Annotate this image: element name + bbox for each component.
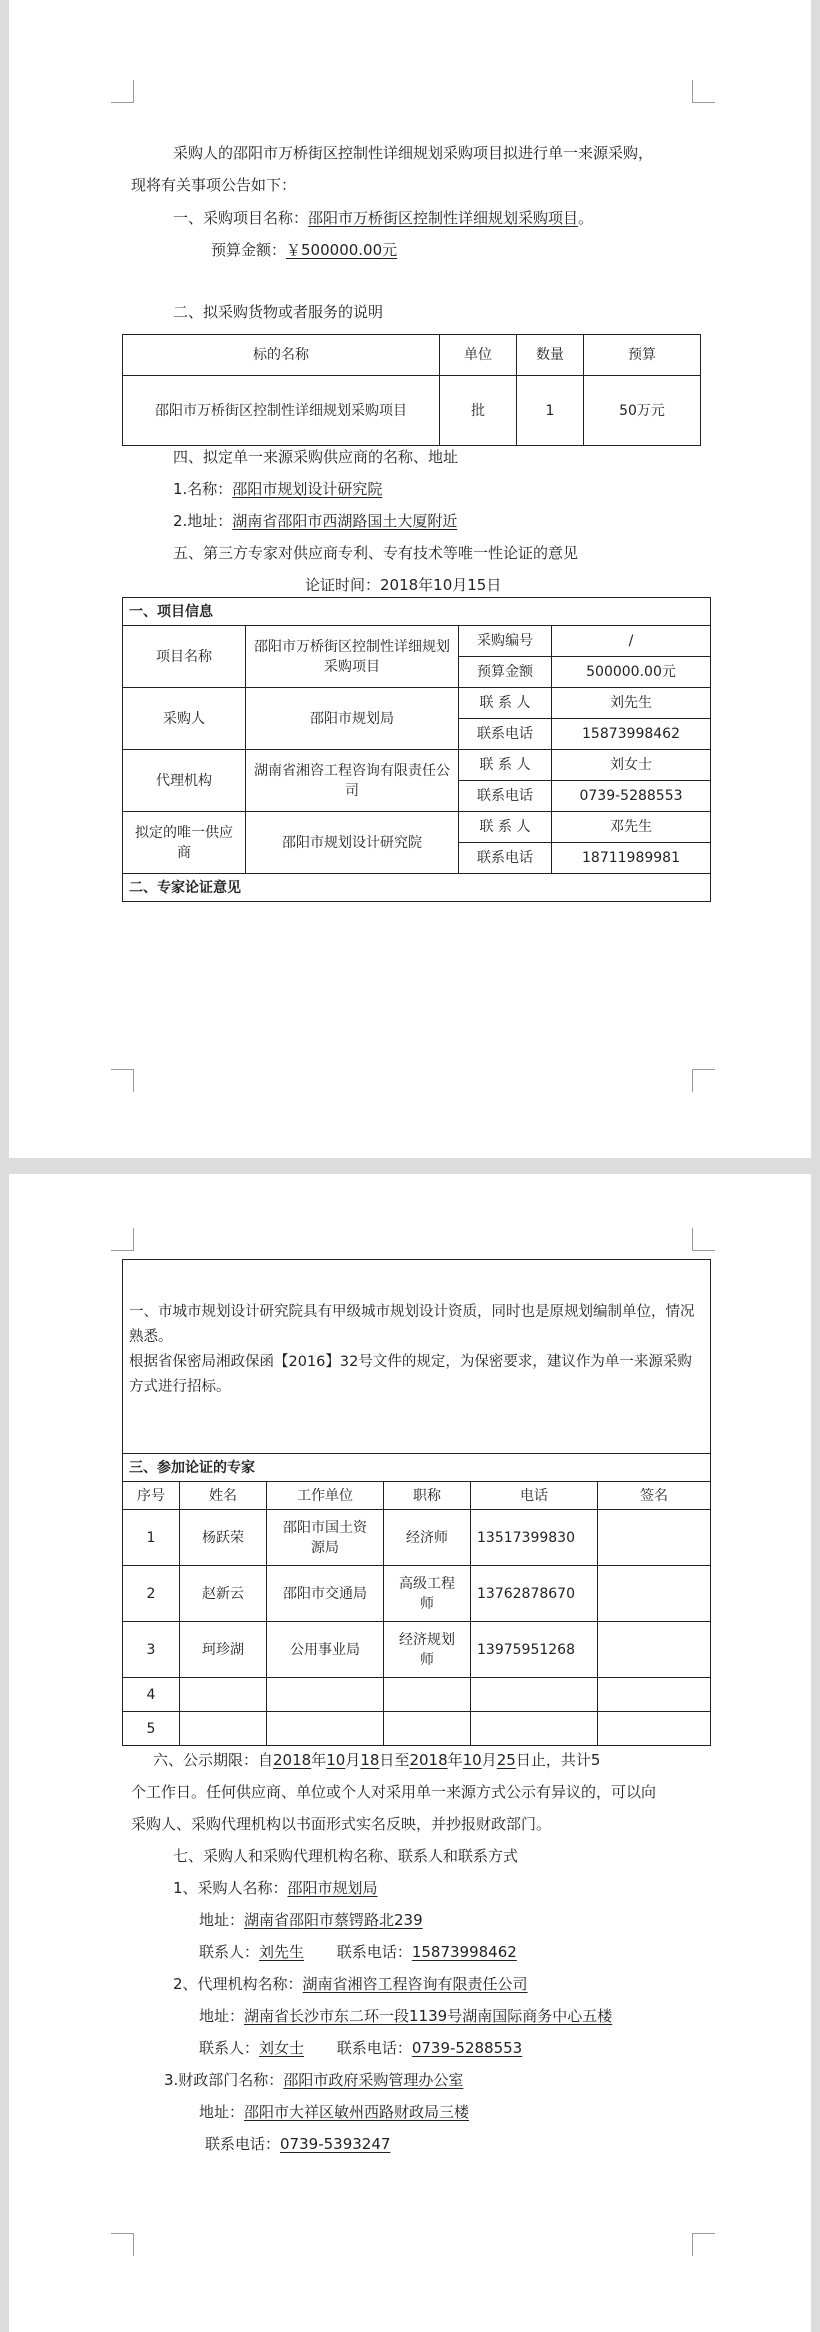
- contact-value: 刘先生: [552, 688, 711, 719]
- section-title: 一、项目信息: [123, 598, 711, 626]
- phone-label: 联系电话: [459, 781, 552, 812]
- table-row: [123, 1712, 711, 1746]
- item6-line-3: 采购人、采购代理机构以书面形式实名反映，并抄报财政部门。: [131, 1815, 552, 1833]
- supplier-addr-label: 2.地址：: [173, 512, 233, 530]
- table-header: 数量: [517, 335, 584, 376]
- buyer-name-label: 1、采购人名称：: [173, 1879, 288, 1897]
- corner-mark: [692, 80, 715, 103]
- agency-phone: 0739-5288553: [411, 2039, 523, 2057]
- budget-value: 500000.00元: [552, 657, 711, 688]
- expert-no: 5: [123, 1712, 180, 1746]
- buyer-phone-label: 联系电话：: [336, 1943, 412, 1961]
- table-row: [123, 376, 701, 446]
- opinion-line: 根据省保密局湘政保函【2016】32号文件的规定，为保密要求，建议作为单一来源采购方式进行招标。: [129, 1354, 692, 1395]
- finance-name-line: [164, 2070, 463, 2090]
- table-header: 标的名称: [123, 335, 440, 376]
- expert-no: 1: [123, 1510, 180, 1566]
- table-header: 预算: [584, 335, 701, 376]
- expert-sign: [598, 1622, 711, 1678]
- expert-sign: [598, 1510, 711, 1566]
- item6-day: 18: [360, 1751, 380, 1769]
- item6-year: 2018: [409, 1751, 448, 1769]
- corner-mark: [111, 80, 134, 103]
- table-row: [123, 1566, 711, 1622]
- phone-value: 0739-5288553: [552, 781, 711, 812]
- finance-addr-label: 地址：: [199, 2103, 245, 2121]
- phone-value: 18711989981: [552, 843, 711, 874]
- expert-name: 杨跃荣: [180, 1510, 267, 1566]
- project-name-label: 项目名称: [123, 626, 246, 688]
- expert-phone: 13975951268: [471, 1622, 598, 1678]
- phone-label: 联系电话: [459, 719, 552, 750]
- expert-phone: 13762878670: [471, 1566, 598, 1622]
- corner-mark: [111, 1069, 134, 1092]
- expert-phone: 13517399830: [471, 1510, 598, 1566]
- project-name: 邵阳市万桥街区控制性详细规划采购项目: [246, 626, 459, 688]
- expert-phone: [471, 1678, 598, 1712]
- supplier-name-line: [173, 479, 382, 499]
- expert-name: 珂珍湖: [180, 1622, 267, 1678]
- opinion-text: [129, 1300, 704, 1400]
- demo-time: 论证时间：2018年10月15日: [305, 576, 502, 594]
- contact-label: 联 系 人: [459, 750, 552, 781]
- corner-mark: [692, 1228, 715, 1251]
- item1-label: 一、采购项目名称：: [173, 209, 309, 227]
- item6-line-2: 个工作日。任何供应商、单位或个人对采用单一来源方式公示有异议的，可以向: [131, 1783, 657, 1801]
- agency-label: 代理机构: [123, 750, 246, 812]
- corner-mark: [111, 1228, 134, 1251]
- buyer-addr-label: 地址：: [199, 1911, 245, 1929]
- budget-line: [211, 240, 397, 260]
- agency-addr: 湖南省长沙市东二环一段1139号湖南国际商务中心五楼: [244, 2007, 613, 2025]
- agency-addr-label: 地址：: [199, 2007, 245, 2025]
- agency-value: 湖南省湘咨工程咨询有限责任公司: [246, 750, 459, 812]
- table-header: 职称: [384, 1482, 471, 1510]
- document-page-1: [9, 0, 811, 1158]
- agency-contact: 刘女士: [259, 2039, 305, 2057]
- buyer-addr-line: [199, 1910, 423, 1930]
- finance-addr-line: [199, 2102, 469, 2122]
- finance-phone: 0739-5393247: [280, 2135, 391, 2153]
- table-row: [123, 1678, 711, 1712]
- section-title: 二、专家论证意见: [123, 874, 711, 902]
- table-header: 序号: [123, 1482, 180, 1510]
- item6-line-1: [153, 1750, 600, 1770]
- item6-text: 六、公示期限：自: [153, 1751, 274, 1769]
- item2-title: 二、拟采购货物或者服务的说明: [173, 303, 384, 321]
- corner-mark: [692, 2233, 715, 2256]
- buyer-label: 采购人: [123, 688, 246, 750]
- table-header: 工作单位: [267, 1482, 384, 1510]
- expert-title: [384, 1712, 471, 1746]
- supplier-name-label: 1.名称：: [173, 480, 233, 498]
- supplier-addr: 湖南省邵阳市西湖路国土大厦附近: [232, 512, 458, 530]
- buyer-contact-line: [199, 1942, 517, 1962]
- budget-label: 预算金额: [459, 657, 552, 688]
- item7-title: 七、采购人和采购代理机构名称、联系人和联系方式: [173, 1847, 519, 1865]
- proc-no-label: 采购编号: [459, 626, 552, 657]
- agency-name-line: [173, 1974, 528, 1994]
- item6-day: 25: [496, 1751, 516, 1769]
- buyer-addr: 湖南省邵阳市蔡锷路北239: [244, 1911, 423, 1929]
- table-row: [123, 1622, 711, 1678]
- contact-label: 联 系 人: [459, 688, 552, 719]
- agency-name: 湖南省湘咨工程咨询有限责任公司: [302, 1975, 528, 1993]
- goods-budget: 50万元: [584, 376, 701, 446]
- sole-supplier-value: 邵阳市规划设计研究院: [246, 812, 459, 874]
- finance-addr: 邵阳市大祥区敏州西路财政局三楼: [244, 2103, 470, 2121]
- item1-line: [173, 208, 593, 228]
- item6-month: 10: [326, 1751, 346, 1769]
- finance-phone-line: [205, 2134, 390, 2154]
- item6-year: 2018: [273, 1751, 312, 1769]
- item6-text: 日止，共计5: [515, 1751, 601, 1769]
- item6-text: 年: [311, 1751, 327, 1769]
- item4-title: 四、拟定单一来源采购供应商的名称、地址: [173, 448, 459, 466]
- expert-sign: [598, 1566, 711, 1622]
- buyer-contact-label: 联系人：: [199, 1943, 260, 1961]
- table-header: 单位: [440, 335, 517, 376]
- agency-contact-label: 联系人：: [199, 2039, 260, 2057]
- table-header: 电话: [471, 1482, 598, 1510]
- phone-value: 15873998462: [552, 719, 711, 750]
- expert-org: [267, 1678, 384, 1712]
- agency-addr-line: [199, 2006, 612, 2026]
- expert-no: 2: [123, 1566, 180, 1622]
- budget-label: 预算金额：: [211, 241, 287, 259]
- phone-label: 联系电话: [459, 843, 552, 874]
- expert-title: 经济规划师: [384, 1622, 471, 1678]
- opinion-line: 一、市城市规划设计研究院具有甲级城市规划设计资质，同时也是原规划编制单位，情况熟悉。: [129, 1304, 695, 1345]
- sole-supplier-label: 拟定的唯一供应商: [123, 812, 246, 874]
- item6-text: 月: [481, 1751, 497, 1769]
- finance-phone-label: 联系电话：: [205, 2135, 281, 2153]
- project-info-table: [122, 597, 711, 902]
- goods-qty: 1: [517, 376, 584, 446]
- section-title: 三、参加论证的专家: [123, 1454, 711, 1482]
- budget-value: ￥500000.00元: [286, 241, 398, 259]
- proc-no: /: [552, 626, 711, 657]
- item6-text: 年: [447, 1751, 463, 1769]
- expert-org: [267, 1712, 384, 1746]
- buyer-name: 邵阳市规划局: [287, 1879, 378, 1897]
- table-header: 签名: [598, 1482, 711, 1510]
- table-header-row: [123, 1482, 711, 1510]
- agency-name-label: 2、代理机构名称：: [173, 1975, 303, 1993]
- expert-no: 4: [123, 1678, 180, 1712]
- item1-end: 。: [578, 209, 594, 227]
- contact-value: 邓先生: [552, 812, 711, 843]
- contact-label: 联 系 人: [459, 812, 552, 843]
- buyer-contact: 刘先生: [259, 1943, 305, 1961]
- finance-name-label: 3.财政部门名称：: [164, 2071, 284, 2089]
- item6-text: 日至: [379, 1751, 410, 1769]
- table-row: [123, 1510, 711, 1566]
- supplier-addr-line: [173, 511, 457, 531]
- table-header-row: [123, 335, 701, 376]
- goods-unit: 批: [440, 376, 517, 446]
- expert-title: [384, 1678, 471, 1712]
- experts-table: [122, 1453, 711, 1746]
- intro-line-1: 采购人的邵阳市万桥街区控制性详细规划采购项目拟进行单一来源采购，: [173, 144, 654, 162]
- expert-name: [180, 1712, 267, 1746]
- finance-name: 邵阳市政府采购管理办公室: [283, 2071, 464, 2089]
- corner-mark: [111, 2233, 134, 2256]
- goods-name: 邵阳市万桥街区控制性详细规划采购项目: [123, 376, 440, 446]
- table-header: 姓名: [180, 1482, 267, 1510]
- expert-name: [180, 1678, 267, 1712]
- item1-value: 邵阳市万桥街区控制性详细规划采购项目: [308, 209, 579, 227]
- expert-title: 高级工程师: [384, 1566, 471, 1622]
- document-page-2: [9, 1174, 811, 2332]
- agency-contact-line: [199, 2038, 522, 2058]
- expert-name: 赵新云: [180, 1566, 267, 1622]
- expert-sign: [598, 1678, 711, 1712]
- corner-mark: [692, 1069, 715, 1092]
- buyer-phone: 15873998462: [411, 1943, 517, 1961]
- expert-title: 经济师: [384, 1510, 471, 1566]
- expert-org: 邵阳市交通局: [267, 1566, 384, 1622]
- item5-title: 五、第三方专家对供应商专利、专有技术等唯一性论证的意见: [173, 544, 579, 562]
- item6-month: 10: [462, 1751, 482, 1769]
- expert-opinion-box: [122, 1259, 711, 1453]
- buyer-value: 邵阳市规划局: [246, 688, 459, 750]
- intro-line-2: 现将有关事项公告如下：: [131, 176, 297, 194]
- agency-phone-label: 联系电话：: [336, 2039, 412, 2057]
- expert-org: 公用事业局: [267, 1622, 384, 1678]
- item6-text: 月: [345, 1751, 361, 1769]
- expert-no: 3: [123, 1622, 180, 1678]
- expert-phone: [471, 1712, 598, 1746]
- goods-table: [122, 334, 701, 446]
- supplier-name: 邵阳市规划设计研究院: [232, 480, 383, 498]
- expert-org: 邵阳市国土资源局: [267, 1510, 384, 1566]
- contact-value: 刘女士: [552, 750, 711, 781]
- buyer-name-line: [173, 1878, 378, 1898]
- expert-sign: [598, 1712, 711, 1746]
